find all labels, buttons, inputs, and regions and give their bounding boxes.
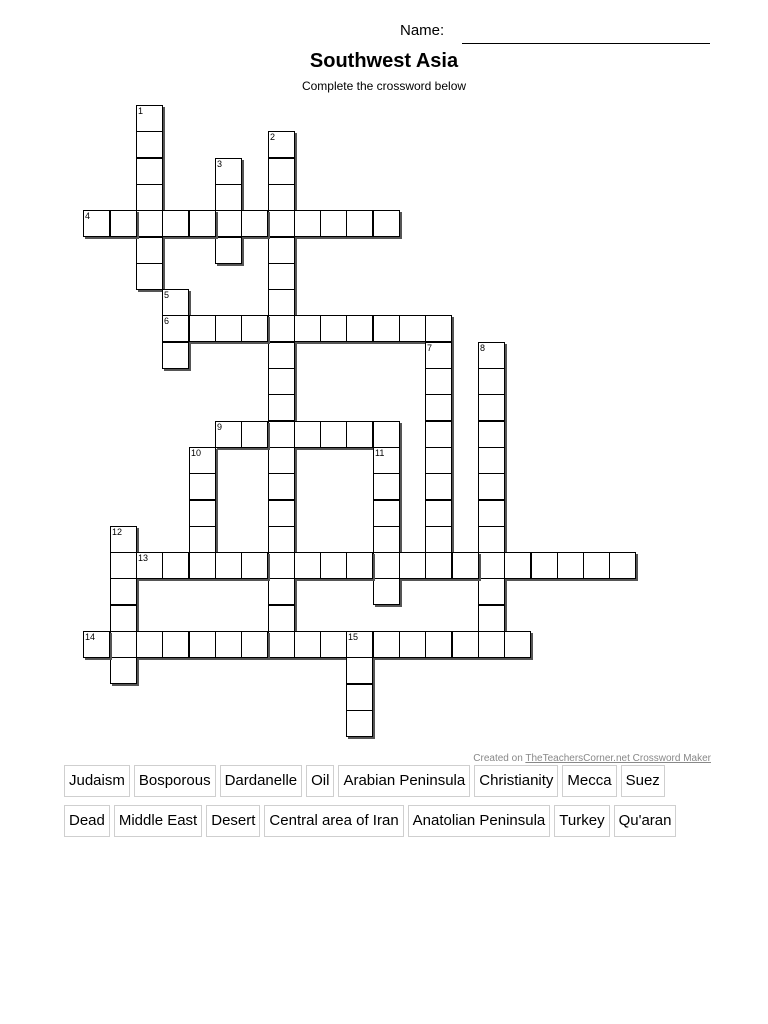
- crossword-cell[interactable]: [268, 368, 295, 395]
- crossword-cell[interactable]: [294, 315, 321, 342]
- crossword-cell[interactable]: [268, 605, 295, 632]
- crossword-cell[interactable]: [110, 526, 137, 553]
- crossword-cell[interactable]: [452, 552, 479, 579]
- crossword-cell[interactable]: [136, 552, 163, 579]
- crossword-cell[interactable]: [504, 552, 531, 579]
- crossword-cell[interactable]: [136, 184, 163, 211]
- crossword-cell[interactable]: [425, 315, 452, 342]
- crossword-cell[interactable]: [294, 210, 321, 237]
- word-bank-item: Qu'aran: [614, 805, 677, 837]
- clue-number: 7: [427, 343, 433, 353]
- credit-prefix: Created on: [473, 753, 526, 764]
- crossword-cell[interactable]: [83, 631, 110, 658]
- crossword-cell[interactable]: [136, 131, 163, 158]
- crossword-cell[interactable]: [557, 552, 584, 579]
- crossword-cell[interactable]: [294, 421, 321, 448]
- word-bank-item: Middle East: [114, 805, 202, 837]
- crossword-cell[interactable]: [268, 578, 295, 605]
- crossword-cell[interactable]: [373, 421, 400, 448]
- crossword-cell[interactable]: [425, 421, 452, 448]
- clue-number: 14: [85, 632, 96, 642]
- clue-number: 6: [164, 316, 170, 326]
- crossword-cell[interactable]: [189, 447, 216, 474]
- crossword-cell[interactable]: [162, 289, 189, 316]
- crossword-cell[interactable]: [136, 631, 163, 658]
- crossword-cell[interactable]: [268, 526, 295, 553]
- crossword-cell[interactable]: [268, 500, 295, 527]
- clue-number: 13: [138, 553, 149, 563]
- crossword-cell[interactable]: [373, 526, 400, 553]
- credit-link[interactable]: TheTeachersCorner.net Crossword Maker: [525, 753, 711, 764]
- crossword-cell[interactable]: [215, 237, 242, 264]
- word-bank-row-1: [64, 765, 669, 797]
- crossword-cell[interactable]: [373, 447, 400, 474]
- crossword-cell[interactable]: [478, 368, 505, 395]
- crossword-cell[interactable]: [583, 552, 610, 579]
- crossword-cell[interactable]: [189, 526, 216, 553]
- crossword-cell[interactable]: [162, 631, 189, 658]
- crossword-cell[interactable]: [425, 631, 452, 658]
- crossword-cell[interactable]: [609, 552, 636, 579]
- crossword-cell[interactable]: [136, 105, 163, 132]
- crossword-cell[interactable]: [478, 421, 505, 448]
- clue-number: 5: [164, 290, 170, 300]
- crossword-cell[interactable]: [531, 552, 558, 579]
- crossword-cell[interactable]: [425, 447, 452, 474]
- crossword-cell[interactable]: [83, 210, 110, 237]
- word-bank-item: Suez: [621, 765, 665, 797]
- crossword-cell[interactable]: [215, 315, 242, 342]
- crossword-cell[interactable]: [268, 315, 295, 342]
- crossword-cell[interactable]: [452, 631, 479, 658]
- crossword-cell[interactable]: [162, 552, 189, 579]
- crossword-cell[interactable]: [478, 473, 505, 500]
- credit-line: [473, 753, 711, 764]
- crossword-cell[interactable]: [425, 394, 452, 421]
- crossword-cell[interactable]: [268, 263, 295, 290]
- crossword-cell[interactable]: [215, 184, 242, 211]
- clue-number: 9: [217, 422, 223, 432]
- crossword-cell[interactable]: [373, 631, 400, 658]
- crossword-cell[interactable]: [425, 368, 452, 395]
- crossword-cell[interactable]: [110, 657, 137, 684]
- crossword-cell[interactable]: [268, 552, 295, 579]
- crossword-cell[interactable]: [268, 631, 295, 658]
- crossword-cell[interactable]: [189, 500, 216, 527]
- crossword-cell[interactable]: [268, 447, 295, 474]
- crossword-cell[interactable]: [346, 710, 373, 737]
- crossword-cell[interactable]: [268, 289, 295, 316]
- crossword-cell[interactable]: [215, 210, 242, 237]
- crossword-cell[interactable]: [320, 552, 347, 579]
- word-bank-item: Desert: [206, 805, 260, 837]
- crossword-cell[interactable]: [320, 631, 347, 658]
- crossword-cell[interactable]: [346, 210, 373, 237]
- crossword-cell[interactable]: [346, 684, 373, 711]
- crossword-cell[interactable]: [346, 552, 373, 579]
- page-subtitle: Complete the crossword below: [301, 79, 467, 93]
- clue-number: 8: [480, 343, 486, 353]
- name-label: Name:: [400, 22, 445, 39]
- crossword-cell[interactable]: [110, 210, 137, 237]
- crossword-cell[interactable]: [320, 421, 347, 448]
- word-bank-item: Turkey: [554, 805, 609, 837]
- crossword-cell[interactable]: [425, 500, 452, 527]
- crossword-cell[interactable]: [320, 315, 347, 342]
- crossword-cell[interactable]: [346, 631, 373, 658]
- clue-number: 1: [138, 106, 144, 116]
- crossword-cell[interactable]: [425, 552, 452, 579]
- crossword-cell[interactable]: [373, 210, 400, 237]
- crossword-cell[interactable]: [320, 210, 347, 237]
- word-bank-item: Oil: [306, 765, 334, 797]
- crossword-cell[interactable]: [215, 421, 242, 448]
- crossword-cell[interactable]: [136, 158, 163, 185]
- clue-number: 10: [191, 448, 202, 458]
- crossword-cell[interactable]: [189, 552, 216, 579]
- crossword-cell[interactable]: [373, 552, 400, 579]
- crossword-cell[interactable]: [215, 158, 242, 185]
- clue-number: 3: [217, 159, 223, 169]
- crossword-cell[interactable]: [373, 315, 400, 342]
- crossword-cell[interactable]: [478, 631, 505, 658]
- word-bank-item: Dead: [64, 805, 110, 837]
- crossword-cell[interactable]: [189, 473, 216, 500]
- clue-number: 15: [348, 632, 359, 642]
- crossword-cell[interactable]: [110, 631, 137, 658]
- crossword-cell[interactable]: [425, 473, 452, 500]
- crossword-cell[interactable]: [268, 237, 295, 264]
- crossword-cell[interactable]: [189, 210, 216, 237]
- crossword-cell[interactable]: [268, 421, 295, 448]
- crossword-cell[interactable]: [294, 631, 321, 658]
- crossword-cell[interactable]: [294, 552, 321, 579]
- crossword-cell[interactable]: [268, 184, 295, 211]
- crossword-cell[interactable]: [268, 158, 295, 185]
- word-bank-item: Dardanelle: [220, 765, 303, 797]
- crossword-cell[interactable]: [478, 342, 505, 369]
- word-bank-item: Central area of Iran: [264, 805, 403, 837]
- crossword-cell[interactable]: [268, 131, 295, 158]
- clue-number: 4: [85, 211, 91, 221]
- crossword-cell[interactable]: [478, 394, 505, 421]
- crossword-cell[interactable]: [478, 605, 505, 632]
- crossword-cell[interactable]: [241, 421, 268, 448]
- crossword-cell[interactable]: [425, 526, 452, 553]
- word-bank-item: Judaism: [64, 765, 130, 797]
- word-bank-item: Bosporous: [134, 765, 216, 797]
- crossword-cell[interactable]: [268, 342, 295, 369]
- crossword-cell[interactable]: [110, 552, 137, 579]
- crossword-cell[interactable]: [136, 263, 163, 290]
- crossword-cell[interactable]: [110, 605, 137, 632]
- crossword-cell[interactable]: [399, 315, 426, 342]
- crossword-cell[interactable]: [346, 421, 373, 448]
- crossword-cell[interactable]: [215, 631, 242, 658]
- crossword-cell[interactable]: [241, 631, 268, 658]
- crossword-cell[interactable]: [268, 473, 295, 500]
- crossword-cell[interactable]: [241, 210, 268, 237]
- crossword-cell[interactable]: [373, 500, 400, 527]
- crossword-cell[interactable]: [478, 500, 505, 527]
- word-bank-item: Mecca: [562, 765, 616, 797]
- crossword-cell[interactable]: [189, 631, 216, 658]
- crossword-cell[interactable]: [241, 315, 268, 342]
- crossword-cell[interactable]: [241, 552, 268, 579]
- crossword-cell[interactable]: [189, 315, 216, 342]
- word-bank-item: Anatolian Peninsula: [408, 805, 551, 837]
- word-bank-row-2: [64, 805, 680, 837]
- crossword-cell[interactable]: [346, 315, 373, 342]
- crossword-cell[interactable]: [346, 657, 373, 684]
- crossword-cell[interactable]: [478, 526, 505, 553]
- crossword-cell[interactable]: [268, 210, 295, 237]
- crossword-cell[interactable]: [399, 631, 426, 658]
- word-bank-item: Christianity: [474, 765, 558, 797]
- word-bank-item: Arabian Peninsula: [338, 765, 470, 797]
- crossword-cell[interactable]: [162, 342, 189, 369]
- crossword-cell[interactable]: [162, 210, 189, 237]
- clue-number: 2: [270, 132, 276, 142]
- crossword-cell[interactable]: [162, 315, 189, 342]
- crossword-cell[interactable]: [504, 631, 531, 658]
- crossword-cell[interactable]: [399, 552, 426, 579]
- crossword-cell[interactable]: [425, 342, 452, 369]
- crossword-cell[interactable]: [373, 578, 400, 605]
- crossword-cell[interactable]: [478, 447, 505, 474]
- crossword-cell[interactable]: [136, 237, 163, 264]
- clue-number: 12: [112, 527, 123, 537]
- crossword-cell[interactable]: [136, 210, 163, 237]
- crossword-cell[interactable]: [215, 552, 242, 579]
- crossword-cell[interactable]: [373, 473, 400, 500]
- clue-number: 11: [375, 448, 385, 458]
- page-title: Southwest Asia: [309, 50, 459, 72]
- crossword-cell[interactable]: [478, 578, 505, 605]
- crossword-cell[interactable]: [478, 552, 505, 579]
- crossword-cell[interactable]: [268, 394, 295, 421]
- crossword-cell[interactable]: [110, 578, 137, 605]
